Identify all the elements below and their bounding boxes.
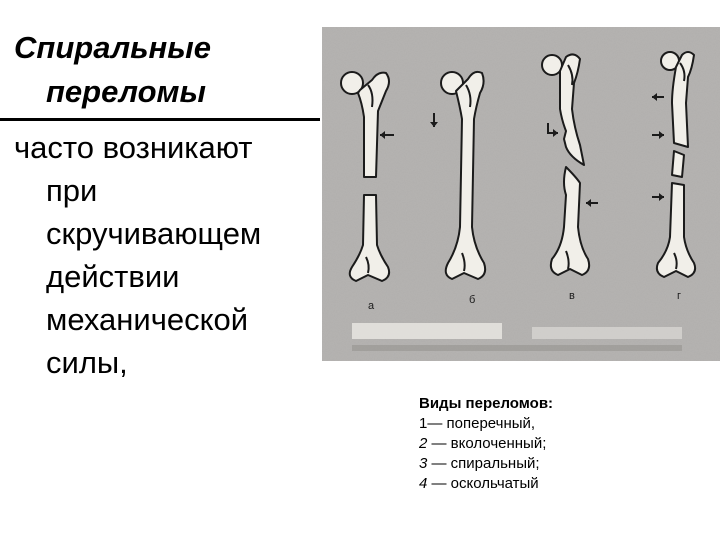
caption-text: — оскольчатый — [427, 475, 539, 492]
caption-num: 3 — [419, 455, 428, 472]
title-line-1: Спиральные — [14, 30, 211, 65]
panel-label-b: б — [469, 294, 476, 306]
caption-item-1 — [419, 414, 709, 434]
caption-num: 2 — [419, 435, 428, 452]
body-line: при — [46, 173, 98, 208]
caption-text: — вколоченный; — [427, 435, 547, 452]
title-line-2: переломы — [46, 74, 206, 109]
caption-item-3 — [419, 454, 709, 474]
caption-num: 4 — [419, 475, 428, 492]
caption-text: — спиральный; — [427, 455, 540, 472]
caption-text: — поперечный, — [427, 415, 536, 432]
body-text — [14, 126, 314, 384]
figure-caption — [419, 394, 709, 494]
panel-label-g: г — [677, 290, 682, 302]
body-line: часто возникают — [14, 130, 253, 165]
caption-item-4 — [419, 474, 709, 494]
caption-title: Виды переломов: — [419, 395, 554, 412]
fracture-illustration — [322, 27, 720, 361]
fracture-illustration-svg — [322, 27, 720, 361]
body-line: скручивающем — [46, 216, 262, 251]
body-line: механической — [46, 302, 249, 337]
panel-label-a: а — [368, 300, 375, 312]
body-line: силы, — [46, 345, 128, 380]
panel-label-v: в — [569, 290, 575, 302]
title-divider — [0, 118, 320, 121]
body-line: действии — [46, 259, 180, 294]
slide-title — [14, 26, 314, 114]
caption-num: 1 — [419, 415, 428, 432]
caption-item-2 — [419, 434, 709, 454]
